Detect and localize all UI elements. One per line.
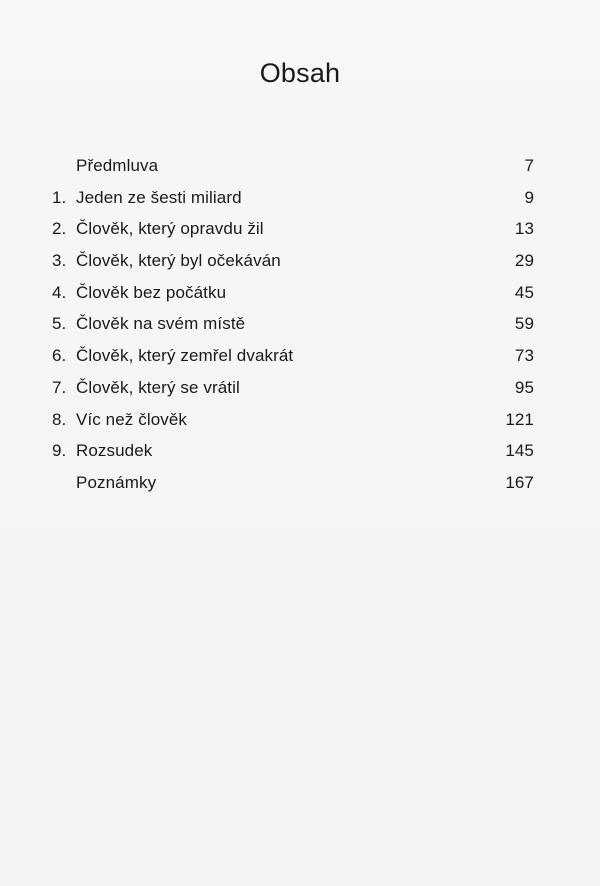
toc-entry-title: Člověk, který byl očekáván xyxy=(76,251,281,271)
toc-entry-title: Předmluva xyxy=(76,156,159,175)
toc-entry-page: 9 xyxy=(524,187,534,207)
toc-entry-title: Člověk, který opravdu žil xyxy=(76,219,264,239)
toc-entry-title: Víc než člověk xyxy=(76,409,188,429)
toc-entry xyxy=(52,340,534,372)
toc-entry-number: 1. xyxy=(52,187,67,207)
toc-entry-title: Člověk bez počátku xyxy=(76,282,227,302)
toc-entry-number: 2. xyxy=(52,219,67,239)
toc-entry-page: 145 xyxy=(505,441,534,461)
table-of-contents xyxy=(52,150,534,499)
toc-entry xyxy=(52,213,534,245)
toc-entry-title: Člověk, který se vrátil xyxy=(76,377,240,397)
toc-entry-page: 13 xyxy=(514,219,534,239)
toc-entry-page: 95 xyxy=(514,377,534,397)
toc-entry-page: 29 xyxy=(514,251,534,271)
toc-entry-number: 9. xyxy=(52,441,67,461)
toc-entry-number: 3. xyxy=(52,251,67,271)
toc-entry-title: Člověk, který zemřel dvakrát xyxy=(76,346,294,366)
toc-entry-title: Rozsudek xyxy=(76,441,153,461)
toc-entry-page: 45 xyxy=(514,282,534,302)
toc-entry xyxy=(52,372,534,404)
toc-entry-number: 5. xyxy=(52,314,67,334)
toc-entry-number: 6. xyxy=(52,346,67,366)
toc-entry-page: 59 xyxy=(514,314,534,334)
toc-entry xyxy=(52,308,534,340)
toc-entry xyxy=(52,150,534,182)
toc-entry-page: 73 xyxy=(514,346,534,366)
toc-entry-title: Poznámky xyxy=(76,472,157,492)
page-title: Obsah xyxy=(259,58,341,88)
toc-entry xyxy=(52,245,534,277)
toc-entry-page: 7 xyxy=(524,156,534,175)
toc-entry xyxy=(52,435,534,467)
toc-entry xyxy=(52,404,534,436)
toc-entry-number: 4. xyxy=(52,282,67,302)
toc-entry-number: 8. xyxy=(52,409,67,429)
toc-entry-number: 7. xyxy=(52,377,67,397)
toc-entry-title: Jeden ze šesti miliard xyxy=(76,187,242,207)
toc-entry-page: 121 xyxy=(505,409,534,429)
toc-entry-title: Člověk na svém místě xyxy=(76,314,246,334)
toc-entry-page: 167 xyxy=(505,472,534,492)
toc-entry xyxy=(52,277,534,309)
toc-entry xyxy=(52,182,534,214)
toc-entry xyxy=(52,467,534,499)
